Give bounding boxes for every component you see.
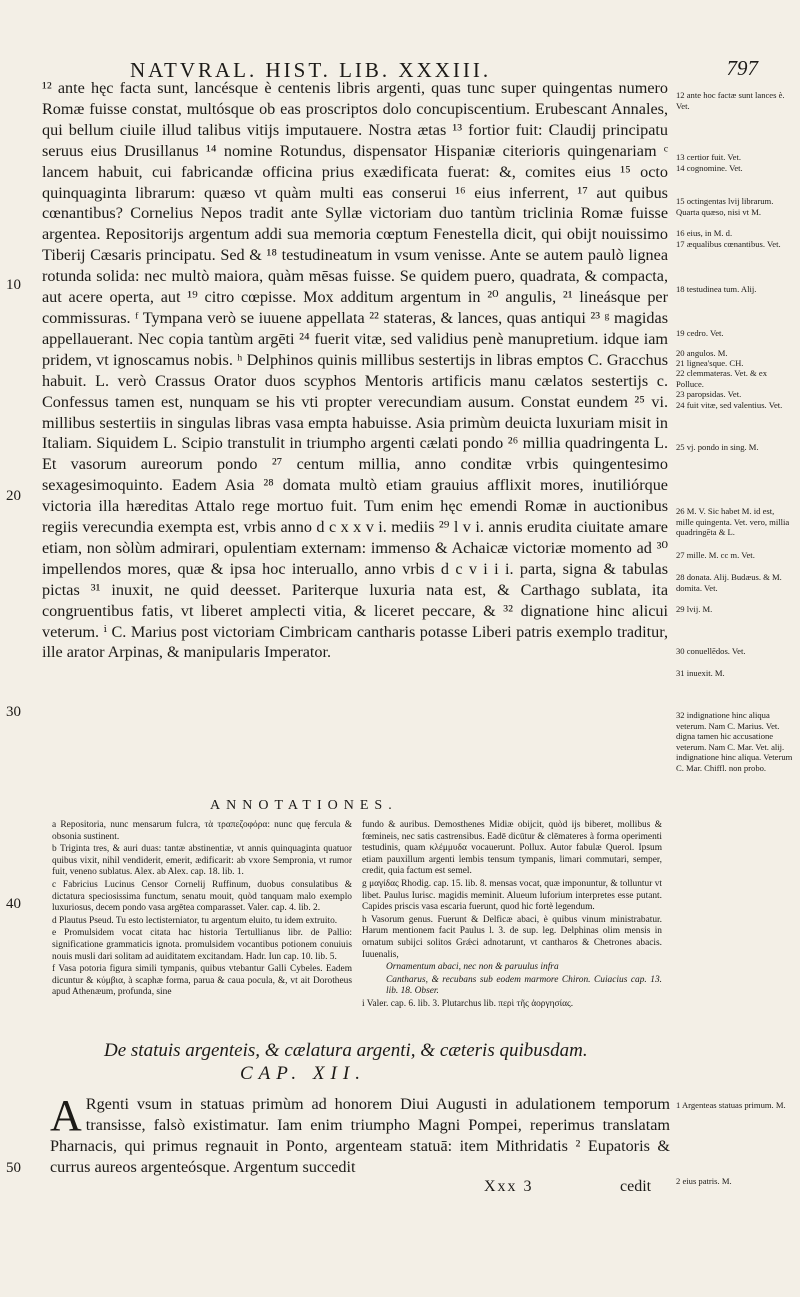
margin-note: 21 lignea'sque. CH.	[676, 358, 744, 368]
annotation-item: g μαγίδας Rhodig. cap. 15. lib. 8. mensas vocat, quæ imponuntur, & tolluntur vt libet. Paulus Iurisc. magidis meminit. Alueum luforium interpretes esse putant. Capides priscis vasa escaria fuerunt, quod hic fortè legendum.	[362, 878, 662, 913]
main-text	[42, 78, 668, 663]
margin-note: 20 angulos. M.	[676, 348, 728, 358]
annotation-item: h Vasorum genus. Fuerunt & Delficæ abaci, è quibus vinum ministrabatur. Harum mentionem facit Paulus l. 3. de sup. leg. Delphinas olim mensis in ornatum subijci solitos Grǽci adnotarunt, vt cantharos & Chetrones abacis. Iuuenalis,	[362, 914, 662, 960]
annotation-item: e Promulsidem vocat citata hac historia Tertullianus libr. de Pallio: significatione grammaticis ignota. promulsidem vocantibus potionem conuiuis nouis musli dari solitam ad auiditatem excitandam. Hadr. Iun cap. 10. lib. 5.	[52, 928, 352, 962]
margin-note: 1 Argenteas statuas primum. M.	[676, 1100, 786, 1110]
chapter-paragraph: Rgenti vsum in statuas primùm ad honorem Diui Augusti in adulationem temporum transisse, falsò existimatur. Iam enim triumpho Magni Pompei, reperimus translatam Pharnacis, qui primus regnauit in Ponto, argenteam statuā: item Mithridatis ² Eupatoris & currus aureos argenteósque. Argentum succedit	[50, 1095, 670, 1176]
margin-note: 23 paropsidas. Vet.	[676, 389, 742, 399]
line-number: 40	[6, 896, 21, 912]
margin-note: 30 conuellēdos. Vet.	[676, 646, 746, 656]
margin-note: 27 mille. M. cc m. Vet.	[676, 550, 755, 560]
margin-note: 22 clemmateras. Vet. & ex Polluce.	[676, 368, 768, 389]
margin-note: 31 inuexit. M.	[676, 668, 725, 678]
catchword: cedit	[620, 1178, 652, 1195]
annotation-item: c Fabricius Lucinus Censor Cornelij Ruffinum, duobus consulatibus & dictatura speciosissima functum, senatu mouit, quòd tanquam malo exemplo luxuriosus, decem pondo vasa argētea comparasset. Valer. cap. 4. lib. 2.	[52, 879, 352, 914]
main-paragraph: ¹² ante hęc facta sunt, lancésque è centenis libris argenti, quas tunc super quingentas numero Romæ fuisse constat, multósque ob eas proscriptos dolo concupiscentium. Erubescant Annales, qui bellum ciuile illud talibus vitijs imputauere. Nostra ætas ¹³ fortior fuit: Claudij principatu seruus eius Drusillanus ¹⁴ nomine Rotundus, dispensator Hispaniæ citerioris quingenariam ᶜ lancem habuit, cui fabricandæ officina prius exædificata fuerat: &, comites eius ¹⁵ octo quinquaginta librarum: quæso vt quàm multi eas conserui ¹⁶ eius inferrent, ¹⁷ aut quibus cœnantibus? Cornelius Nepos tradit ante Syllæ victoriam duo tantùm triclinia Romæ fuisse argentea. Repositorijs argentum addi sua memoria cœptum Fenestella dicit, qui obijt nouissimo Tiberij Cæsaris principatu. Sed & ¹⁸ testudineatum in vsum venisse. Ante se autem paulò lignea rotunda solida: nec multò maiora, quàm mēsas fuisse. Se quidem puero, quadrata, & compacta, aut acere operta, aut ¹⁹ citro cœpisse. Mox additum argentum in ²⁰ angulis, ²¹ lineásque per commissuras. ᶠ Tympana verò se iuuene appellata ²² stateras, & lances, quas antiqui ²³ ᵍ magidas appellauerant. Nec copia tantùm argēti ²⁴ fuerit vitæ, sed validius penè manupretium. idque iam pridem, vt ignoscamus nobis. ʰ Delphinos quinis millibus sestertijs in libras emptos C. Gracchus habuit. L. verò Crassus Orator duos scyphos Mentoris artificis manu cælatos sestertijs c. Confessus tamen est, nunquam se his vti propter verecundiam ausum. Constat eundem ²⁵ vi. millibus sestertiis in singulas libras vasa empta habuisse. Asia primùm deuicta luxuriam misit in Italiam. Siquidem L. Scipio transtulit in triumpho argenti cælati pondo ²⁶ millia quadringenta L. Et vasorum aureorum pondo ²⁷ centum millia, anno conditæ vrbis quingentesimo sexagesimoquinto. Eadem Asia ²⁸ domata multò etiam grauius afflixit mores, inutiliórque victoria illa hæreditas Attalo rege mortuo fuit. Tum enim hęc emendi Romæ in auctionibus regiis verecundia exempta est, vrbis anno d c x x v i. mediis ²⁹ l v i. annis erudita ciuitate amare etiam, non sòlùm admirari, opulentiam externam: immenso & Achaicæ victoriæ momento ad ³⁰ impellendos mores, quæ & ipsa hoc interuallo, anno vrbis d c v i i i. parta, signa & tabulas pictas ³¹ inuxit, ne quid deesset. Pariterque luxuria nata est, & Carthago sublata, ita congruentibus fatis, vt liberet amplecti vitia, & liceret peccare, & ³² dignatione hinc alicui veterum. ⁱ C. Marius post victoriam Cimbricam cantharis potasse Liberi patris exemplo traditur, ille arator Arpinas, & manipularis Imperator.	[42, 79, 668, 662]
chapter-title: De statuis argenteis, & cælatura argenti, & cæteris quibusdam.	[104, 1040, 588, 1061]
annotations-left-column	[52, 820, 352, 1000]
chapter-label: CAP. XII.	[240, 1063, 366, 1084]
margin-note: 17 æqualibus cœnantibus. Vet.	[676, 239, 781, 249]
margin-note: 12 ante hoc factæ sunt lances è. Vet.	[676, 90, 785, 111]
annotation-item: b Triginta tres, & auri duas: tantæ abstinentiæ, vt annis quinquaginta quatuor quibus vixit, nihil vendiderit, emerit, ædificarit: ab vxore Sempronia, vt rumor fuit, veneno sublatus. Alex. ab Alex. cap. 18. lib. 1.	[52, 844, 352, 878]
annotation-item: f Vasa potoria figura simili tympanis, quibus vtebantur Galli Cybeles. Eadem dicuntur & κύμβια, à scaphæ forma, parua & caua pocula, &, vt ait Dorotheus apud Athenæum, profunda, sine	[52, 964, 352, 998]
margin-note: 19 cedro. Vet.	[676, 328, 724, 338]
margin-note: 29 lvij. M.	[676, 604, 713, 614]
chapter-text	[50, 1091, 670, 1178]
line-number: 50	[6, 1160, 21, 1176]
margin-note: 15 octingentas lvij librarum. Quarta quæso, nisi vt M.	[676, 196, 774, 217]
running-title: NATVRAL. HIST. LIB. XXXIII.	[130, 58, 492, 82]
page-number: 797	[726, 56, 758, 80]
annotation-item: d Plautus Pseud. Tu esto lectisterniator, tu argentum eluito, tu idem extruito.	[52, 915, 338, 926]
line-number: 30	[6, 704, 21, 720]
annotation-verse: Ornamentum abaci, nec non & paruulus infra	[386, 962, 559, 973]
annotations-right-column	[362, 820, 662, 1012]
margin-note: 2 eius patris. M.	[676, 1176, 732, 1186]
margin-note: 25 vj. pondo in sing. M.	[676, 442, 759, 452]
margin-note: 26 M. V. Sic habet M. id est, mille quingenta. Vet. vero, millia quadringēta & L.	[676, 506, 790, 537]
line-number: 20	[6, 488, 21, 504]
annotations-heading: ANNOTATIONES.	[210, 798, 398, 813]
annotation-item: fundo & auribus. Demosthenes Midiæ obijcit, quòd ijs biberet, mollibus & fœmineis, nec satis castrensibus. Eadē dicūtur & clēmateres à forma operimenti testudinis, quam κλέμμυδα vocauerunt. Pollux. Autor fabulæ Querol. Ipsum etiam pauxillum argenti lembis tensum tympanis, limari commutari, semper, credit, quia factum est semel.	[362, 820, 662, 877]
margin-note: 16 eius, in M. d.	[676, 228, 733, 238]
margin-note: 28 donata. Alij. Budæus. & M. domita. Vet.	[676, 572, 782, 593]
signature-mark: Xxx 3	[484, 1178, 534, 1195]
annotation-item: a Repositoria, nunc mensarum fulcra, τὰ τραπεζοφόρα: nunc quę fercula & obsonia sustinent.	[52, 820, 352, 842]
margin-note: 24 fuit vitæ, sed valentius. Vet.	[676, 400, 783, 410]
line-number: 10	[6, 277, 21, 293]
margin-note: 14 cognomine. Vet.	[676, 163, 743, 173]
margin-note: 32 indignatione hinc aliqua veterum. Nam C. Marius. Vet. digna tamen hic accusatione veterum. Nam C. Mar. Vet. alij. indignatione hinc aliqua. Veterum C. Mar. Chiffl. non probo.	[676, 710, 793, 773]
annotation-verse: Cantharus, & recubans sub eodem marmore Chiron. Cuiacius cap. 13. lib. 18. Obser.	[386, 974, 662, 997]
margin-note: 18 testudinea tum. Alij.	[676, 284, 757, 294]
annotation-item: i Valer. cap. 6. lib. 3. Plutarchus lib. περὶ τῆς ἀοργησίας.	[362, 998, 574, 1009]
drop-cap: A	[50, 1091, 82, 1140]
margin-note: 13 certior fuit. Vet.	[676, 152, 741, 162]
